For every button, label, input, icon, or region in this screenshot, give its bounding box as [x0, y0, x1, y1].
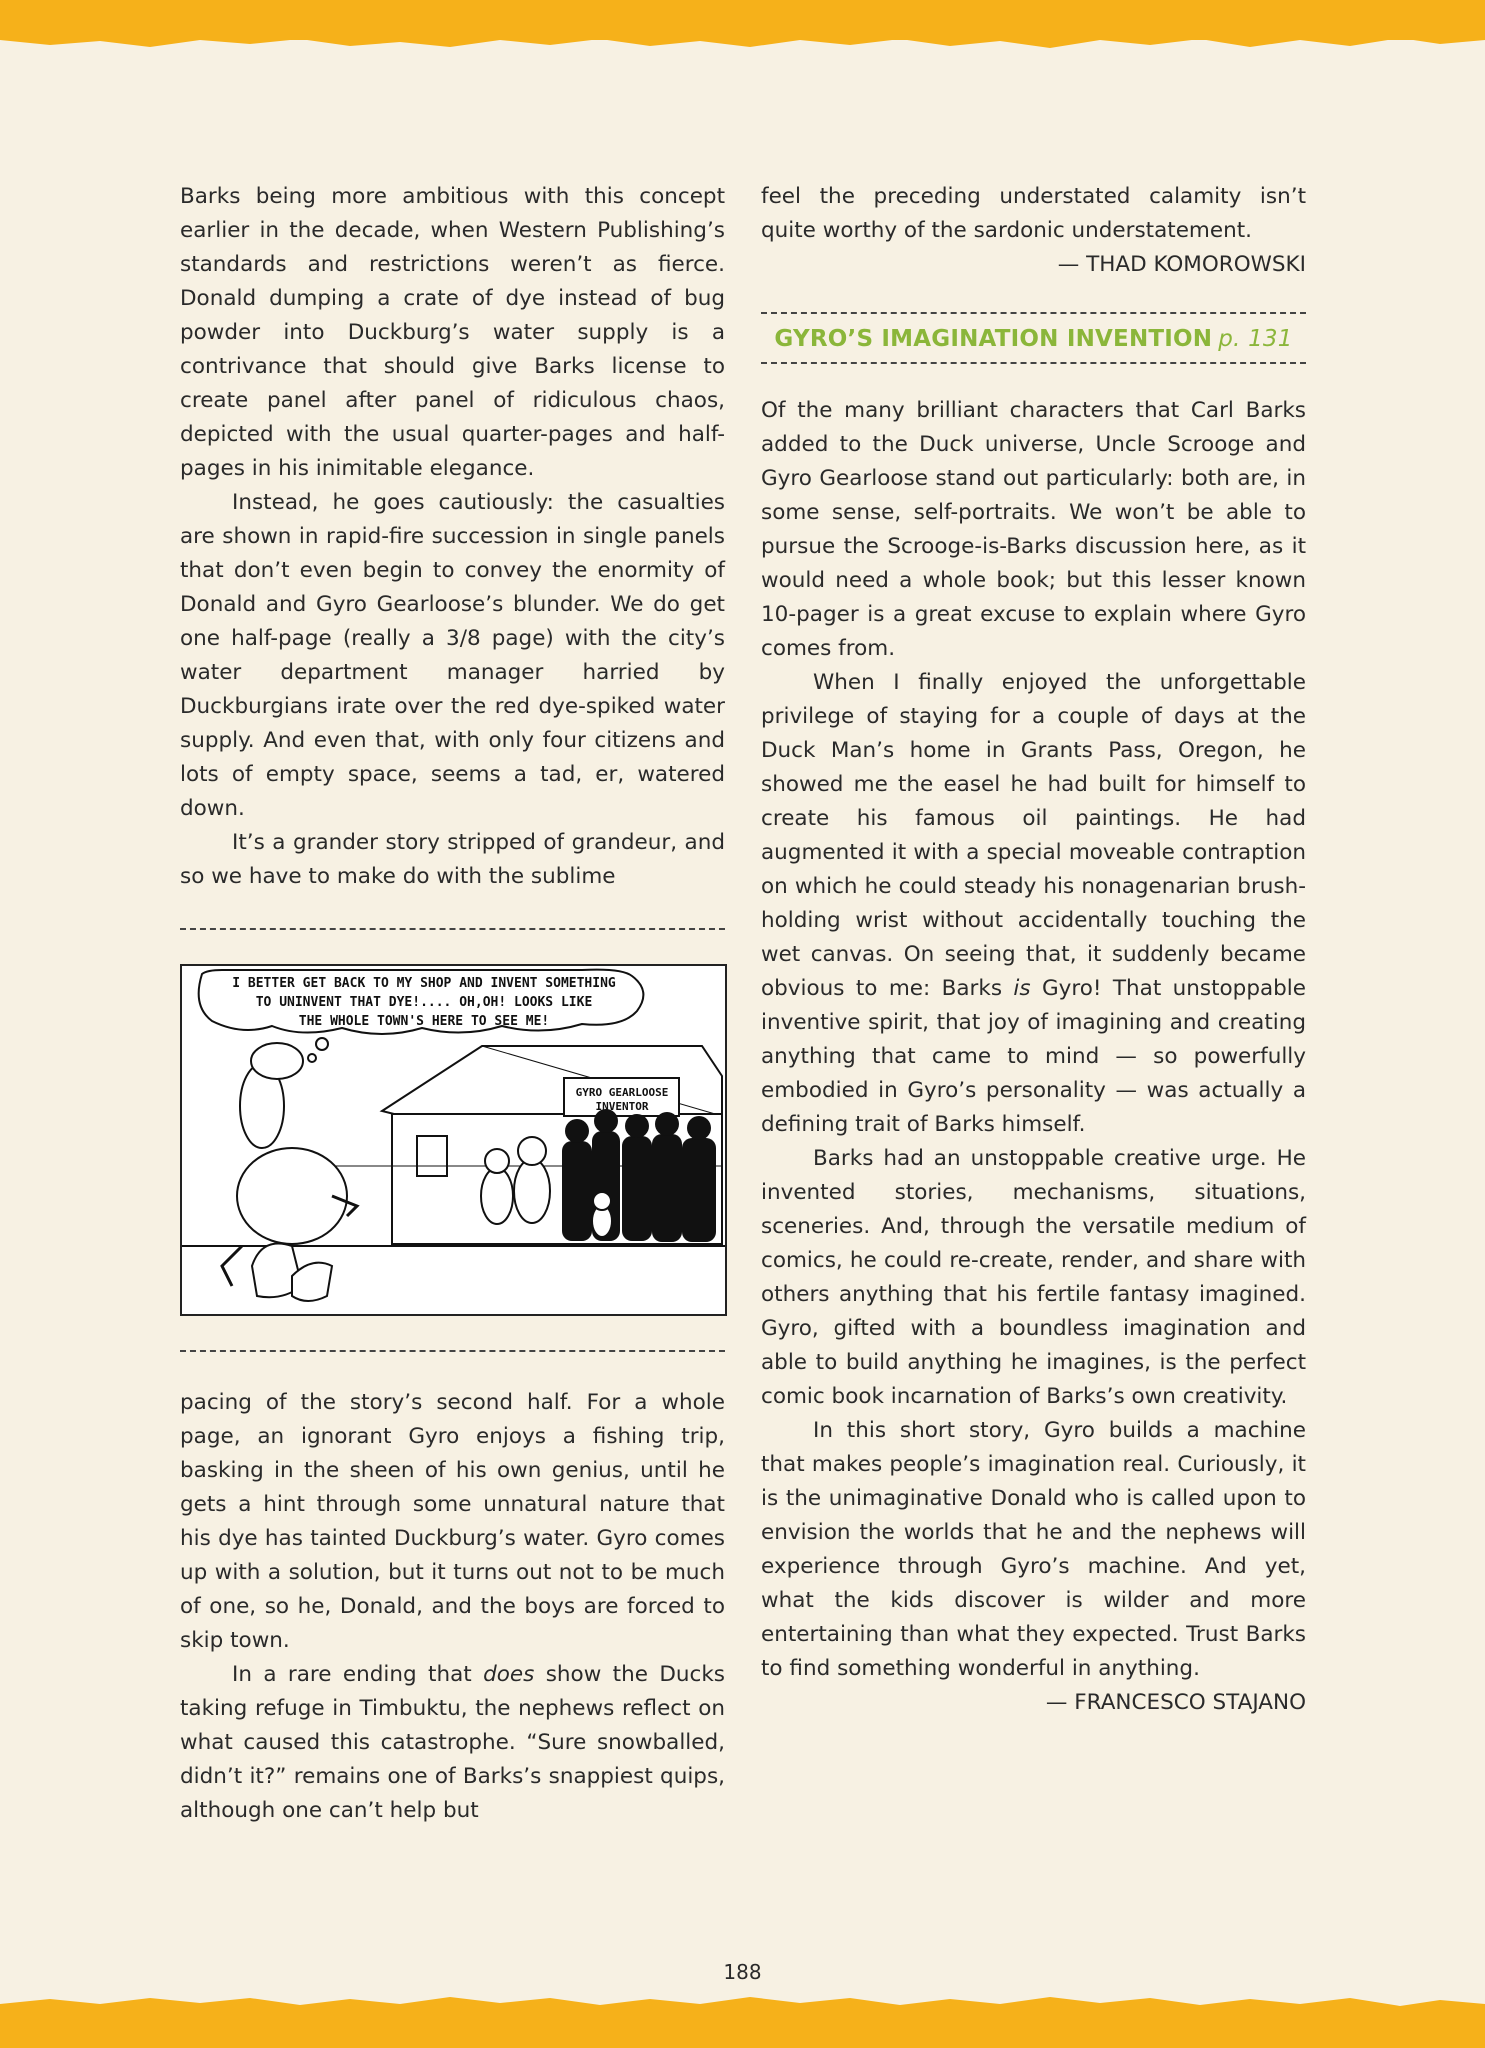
section-page-ref: p. 131	[1218, 326, 1293, 352]
paragraph: It’s a grander story stripped of grandeur, and so we have to make do with the sublime	[180, 830, 725, 889]
shop-sign	[570, 1086, 674, 1114]
speech-balloon	[204, 974, 644, 1031]
section-title-text: GYRO’S IMAGINATION INVENTION	[774, 326, 1213, 352]
comic-panel	[180, 964, 727, 1316]
comic-panel-frame	[180, 928, 725, 1352]
text-run: Gyro! That unstoppable inventive spirit, that joy of imagining and creating anything that came to mind — so powerfully embodied in Gyro’s personality — was actually a defining trait of Barks himself.	[761, 976, 1306, 1137]
paragraph: feel the preceding understated calamity isn’t quite worthy of the sardonic understatement.	[761, 184, 1306, 243]
balloon-line: TO UNINVENT THAT DYE!.... OH,OH! LOOKS LIKE	[255, 995, 593, 1010]
dashed-divider	[180, 1350, 725, 1352]
top-color-band	[0, 0, 1485, 40]
emphasis: does	[483, 1662, 535, 1687]
paragraph: pacing of the story’s second half. For a whole page, an ignorant Gyro enjoys a fishing trip, basking in the sheen of his own genius, until he gets a hint through some unnatural nature that his dye has tainted Duckburg’s water. Gyro comes up with a solution, but it turns out not to be much of one, so he, Donald, and the boys are forced to skip town.	[180, 1390, 725, 1653]
dashed-divider	[761, 362, 1306, 364]
right-column	[761, 180, 1306, 1720]
bottom-color-band	[0, 2008, 1485, 2048]
text-run: When I finally enjoyed the unforgettable privilege of staying for a couple of days at the Duck Man’s home in Grants Pass, Oregon, he showed me the easel he had built for himself to create his famous oil paintings. He had augmented it with a special moveable contraption on which he could steady his nonagenarian brush-holding wrist without accidentally touching the wet canvas. On seeing that, it suddenly became obvious to me: Barks	[761, 670, 1306, 1001]
byline: — THAD KOMOROWSKI	[1057, 252, 1306, 277]
emphasis: is	[1013, 976, 1031, 1001]
paragraph: Of the many brilliant characters that Carl Barks added to the Duck universe, Uncle Scrooge and Gyro Gearloose stand out particularly: both are, in some sense, self-portraits. We won’t be able to pursue the Scrooge-is-Barks discussion here, as it would need a whole book; but this lesser known 10-pager is a great excuse to explain where Gyro comes from.	[761, 398, 1306, 661]
torn-edge-bottom	[0, 1990, 1485, 2020]
paragraph: Barks had an unstoppable creative urge. He invented stories, mechanisms, situations, sceneries. And, through the versatile medium of comics, he could re-create, render, and share with others anything that his fertile fantasy imagined. Gyro, gifted with a boundless imagination and able to build anything he imagines, is the perfect comic book incarnation of Barks’s own creativity.	[761, 1146, 1306, 1409]
section-title	[761, 314, 1306, 362]
byline: — FRANCESCO STAJANO	[1045, 1690, 1306, 1715]
paragraph: Instead, he goes cautiously: the casualties are shown in rapid-fire succession in single panels that don’t even begin to convey the enormity of Donald and Gyro Gearloose’s blunder. We do get one half-page (really a 3/8 page) with the city’s water department manager harried by Duckburgians irate over the red dye-spiked water supply. And even that, with only four citizens and lots of empty space, seems a tad, er, watered down.	[180, 490, 725, 821]
torn-edge-top	[0, 20, 1485, 80]
dashed-divider	[180, 928, 725, 930]
page-number: 188	[723, 1960, 762, 1984]
paragraph: In this short story, Gyro builds a machine that makes people’s imagination real. Curiously, it is the unimaginative Donald who is called upon to envision the worlds that he and the nephews will experience through Gyro’s machine. And yet, what the kids discover is wilder and more entertaining than what they expected. Trust Barks to find something wonderful in anything.	[761, 1418, 1306, 1681]
paragraph	[761, 666, 1306, 1142]
text-run: In a rare ending that	[232, 1662, 484, 1687]
left-column	[180, 180, 725, 1828]
paragraph	[180, 1658, 725, 1828]
text-run: show the Ducks taking refuge in Timbuktu, the nephews reflect on what caused this catastrophe. “Sure snowballed, didn’t it?” remains one of Barks’s snappiest quips, although one can’t help but	[180, 1662, 725, 1823]
balloon-line: I BETTER GET BACK TO MY SHOP AND INVENT SOMETHING	[232, 976, 616, 991]
balloon-line: THE WHOLE TOWN'S HERE TO SEE ME!	[298, 1014, 550, 1029]
sign-line: GYRO GEARLOOSE	[575, 1086, 669, 1099]
paragraph: Barks being more ambitious with this concept earlier in the decade, when Western Publishing’s standards and restrictions weren’t as fierce. Donald dumping a crate of dye instead of bug powder into Duckburg’s water supply is a contrivance that should give Barks license to create panel after panel of ridiculous chaos, depicted with the usual quarter-pages and half-pages in his inimitable elegance.	[180, 184, 725, 481]
sign-line: INVENTOR	[595, 1100, 649, 1113]
